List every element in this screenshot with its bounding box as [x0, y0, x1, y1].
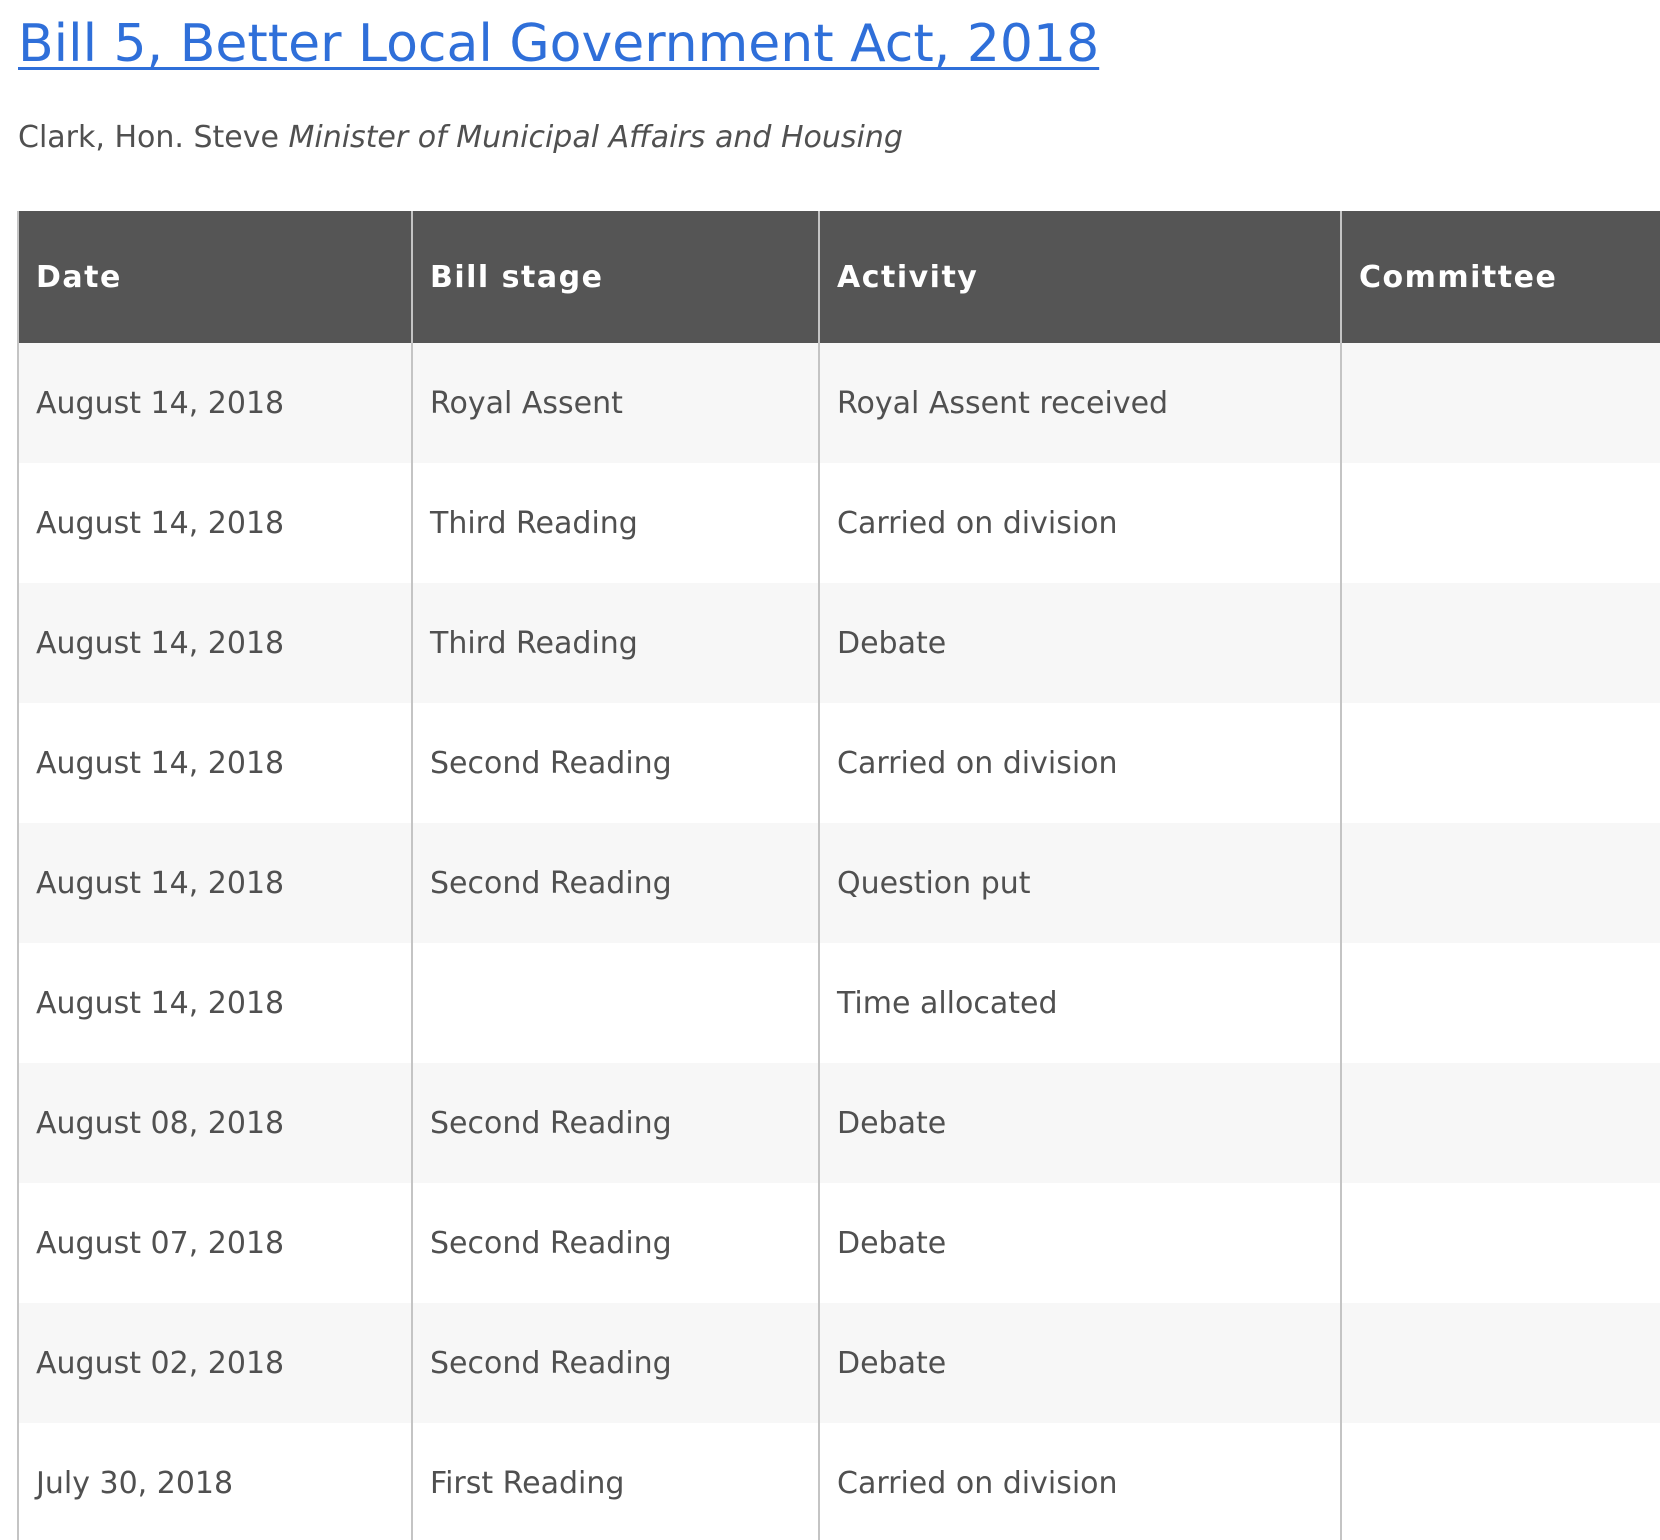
bill-title-link[interactable]: Bill 5, Better Local Government Act, 2018 [18, 14, 1100, 74]
table-row [18, 703, 1660, 823]
cell-committee [1341, 1303, 1660, 1423]
cell-date: August 14, 2018 [18, 943, 412, 1063]
table-header [18, 211, 1660, 343]
bill-title [18, 6, 1099, 82]
cell-activity: Debate [819, 1183, 1341, 1303]
sponsor-role: Minister of Municipal Affairs and Housing [288, 120, 903, 155]
table-row [18, 1183, 1660, 1303]
cell-committee [1341, 1063, 1660, 1183]
cell-date: August 08, 2018 [18, 1063, 412, 1183]
cell-date: August 14, 2018 [18, 343, 412, 463]
cell-bill-stage: Third Reading [412, 583, 819, 703]
cell-committee [1341, 823, 1660, 943]
table-header-row [18, 211, 1660, 343]
bill-sponsor [18, 118, 903, 158]
cell-activity: Royal Assent received [819, 343, 1341, 463]
cell-committee [1341, 1183, 1660, 1303]
cell-date: July 30, 2018 [18, 1423, 412, 1540]
cell-activity: Debate [819, 1063, 1341, 1183]
table-row [18, 1423, 1660, 1540]
cell-activity: Debate [819, 583, 1341, 703]
cell-date: August 02, 2018 [18, 1303, 412, 1423]
cell-committee [1341, 463, 1660, 583]
cell-date: August 14, 2018 [18, 703, 412, 823]
cell-committee [1341, 1423, 1660, 1540]
cell-bill-stage: Second Reading [412, 1183, 819, 1303]
cell-bill-stage: First Reading [412, 1423, 819, 1540]
cell-committee [1341, 943, 1660, 1063]
cell-date: August 14, 2018 [18, 583, 412, 703]
cell-date: August 07, 2018 [18, 1183, 412, 1303]
cell-bill-stage: Third Reading [412, 463, 819, 583]
column-header-date: Date [18, 211, 412, 343]
cell-bill-stage: Second Reading [412, 1303, 819, 1423]
cell-date: August 14, 2018 [18, 823, 412, 943]
cell-committee [1341, 703, 1660, 823]
bill-activity-table [17, 211, 1660, 1540]
cell-bill-stage [412, 943, 819, 1063]
cell-activity: Question put [819, 823, 1341, 943]
cell-committee [1341, 343, 1660, 463]
table-body [18, 343, 1660, 1540]
table-row [18, 1063, 1660, 1183]
sponsor-name: Clark, Hon. Steve [18, 120, 279, 155]
cell-activity: Carried on division [819, 703, 1341, 823]
cell-bill-stage: Royal Assent [412, 343, 819, 463]
table-row [18, 1303, 1660, 1423]
column-header-bill-stage: Bill stage [412, 211, 819, 343]
table-row [18, 583, 1660, 703]
column-header-committee: Committee [1341, 211, 1660, 343]
table-row [18, 463, 1660, 583]
cell-activity: Carried on division [819, 463, 1341, 583]
table-row [18, 343, 1660, 463]
cell-bill-stage: Second Reading [412, 703, 819, 823]
table-row [18, 823, 1660, 943]
cell-bill-stage: Second Reading [412, 1063, 819, 1183]
cell-activity: Debate [819, 1303, 1341, 1423]
cell-date: August 14, 2018 [18, 463, 412, 583]
cell-bill-stage: Second Reading [412, 823, 819, 943]
table-row [18, 943, 1660, 1063]
column-header-activity: Activity [819, 211, 1341, 343]
cell-activity: Carried on division [819, 1423, 1341, 1540]
cell-activity: Time allocated [819, 943, 1341, 1063]
cell-committee [1341, 583, 1660, 703]
